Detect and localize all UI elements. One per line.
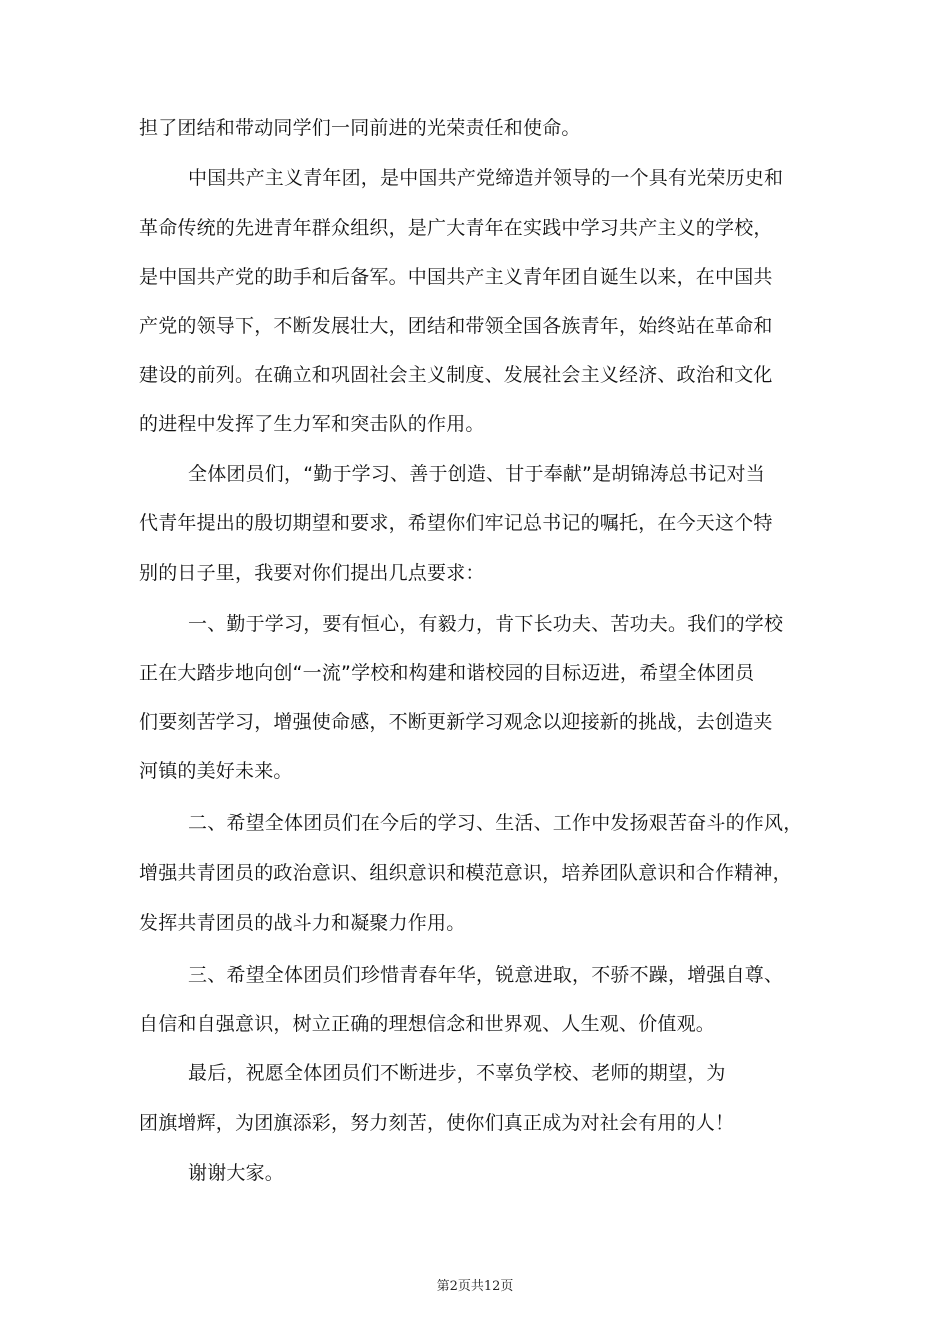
page-number: 第2页共12页 (436, 1279, 514, 1294)
text-line: 的进程中发挥了生力军和突击队的作用。 (139, 413, 485, 435)
text-line: 发挥共青团员的战斗力和凝聚力作用。 (139, 912, 466, 934)
text-line: 担了团结和带动同学们一同前进的光荣责任和使命。 (139, 117, 581, 139)
text-line: 是中国共产党的助手和后备军。中国共产主义青年团自诞生以来，在中国共 (139, 266, 773, 288)
text-line: 三、希望全体团员们珍惜青春年华，锐意进取，不骄不躁，增强自尊、 (188, 964, 784, 986)
text-line: 代青年提出的殷切期望和要求，希望你们牢记总书记的嘱托，在今天这个特 (139, 512, 773, 534)
text-line: 一、勤于学习，要有恒心，有毅力，肯下长功夫、苦功夫。我们的学校 (188, 613, 784, 635)
text-line: 增强共青团员的政治意识、组织意识和模范意识，培养团队意识和合作精神， (139, 862, 792, 884)
text-line: 建设的前列。在确立和巩固社会主义制度、发展社会主义经济、政治和文化 (139, 364, 773, 386)
text-line: 二、希望全体团员们在今后的学习、生活、工作中发扬艰苦奋斗的作风， (188, 812, 803, 834)
text-line: 们要刻苦学习，增强使命感，不断更新学习观念以迎接新的挑战，去创造夹 (139, 711, 773, 733)
text-line: 别的日子里，我要对你们提出几点要求： (139, 562, 485, 584)
text-line: 中国共产主义青年团，是中国共产党缔造并领导的一个具有光荣历史和 (188, 167, 784, 189)
text-line: 谢谢大家。 (188, 1162, 285, 1184)
text-line: 革命传统的先进青年群众组织，是广大青年在实践中学习共产主义的学校， (139, 217, 773, 239)
text-line: 全体团员们，“勤于学习、善于创造、甘于奉献”是胡锦涛总书记对当 (188, 463, 765, 485)
text-line: 自信和自强意识，树立正确的理想信念和世界观、人生观、价值观。 (139, 1013, 716, 1035)
text-line: 最后，祝愿全体团员们不断进步，不辜负学校、老师的期望，为 (188, 1062, 726, 1084)
text-line: 河镇的美好未来。 (139, 760, 293, 782)
text-line: 正在大踏步地向创“一流”学校和构建和谐校园的目标迈进，希望全体团员 (139, 662, 755, 684)
text-line: 团旗增辉，为团旗添彩，努力刻苦，使你们真正成为对社会有用的人！ (139, 1112, 735, 1134)
text-line: 产党的领导下，不断发展壮大，团结和带领全国各族青年，始终站在革命和 (139, 315, 773, 337)
